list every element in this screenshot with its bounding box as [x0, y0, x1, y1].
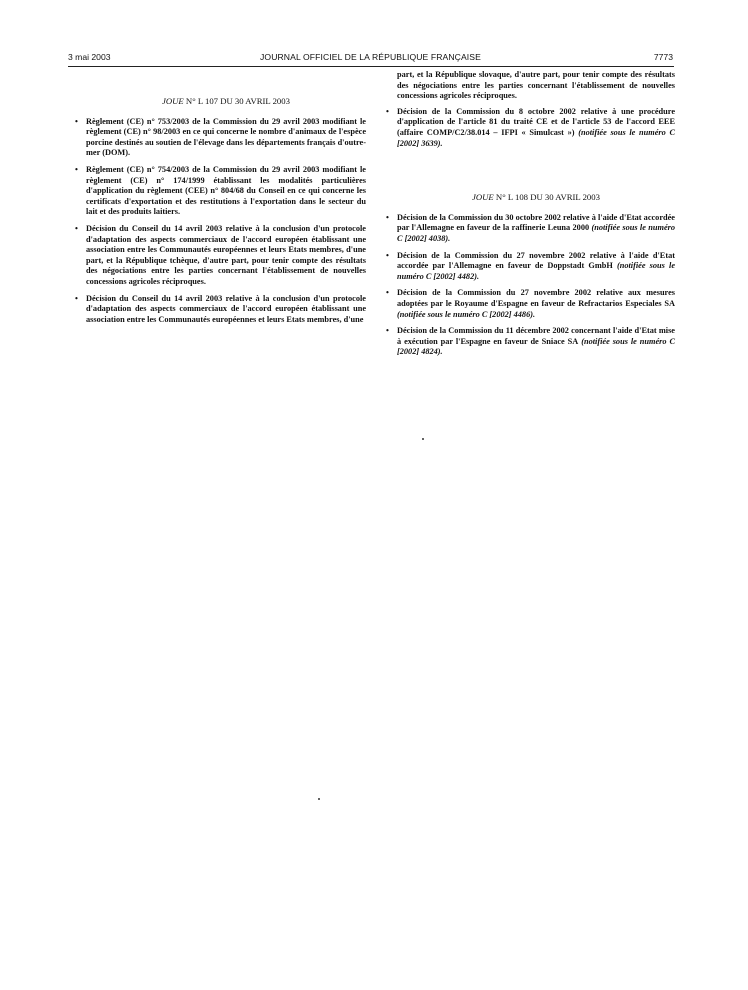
entry-note: (notifiée sous le numéro C [2002] 4824).	[397, 336, 675, 357]
section-rest: N° L 107 DU 30 AVRIL 2003	[183, 96, 290, 106]
scan-speck	[318, 798, 320, 800]
section-rest: N° L 108 DU 30 AVRIL 2003	[493, 192, 600, 203]
list-item	[386, 326, 675, 358]
section-heading-l108	[397, 192, 675, 203]
section-joue-label: JOUE	[472, 192, 494, 203]
section-joue-label: JOUE	[162, 96, 184, 106]
entry-note: (notifiée sous le numéro C [2002] 4486).	[397, 309, 536, 319]
section-heading-l107	[86, 96, 366, 107]
bullet: •	[75, 164, 78, 174]
list-item	[75, 223, 366, 288]
bullet: •	[386, 288, 389, 298]
entry-note: (notifiée sous le numéro C [2002] 4038).	[397, 223, 675, 243]
right-column	[386, 70, 676, 364]
list-item	[386, 288, 675, 320]
entry-text: Règlement (CE) n° 754/2003 de la Commission du 29 avril 2003 modifiant le règlement (CE) n° 174/1999 établissant les modalités particulières d'application du règlement (CEE) n° 804/68 du Conseil en ce qui concerne les certificats d'exportation et des restitutions à l'exportation dans le secteur du lait et des produits laitiers.	[86, 164, 366, 217]
entry-text: Décision de la Commission du 8 octobre 2002 relative à une procédure d'application de l'article 81 du traité CE et de l'article 53 de l'accord EEE (affaire COMP/C2/38.014 – IFPI « Simulcast »)	[397, 106, 675, 137]
header-date: 3 mai 2003	[68, 52, 111, 62]
entry-text: Décision de la Commission du 30 octobre 2002 relative à l'aide d'Etat accordée par l'Allemagne en faveur de la raffinerie Leuna 2000	[397, 212, 675, 233]
bullet: •	[386, 106, 389, 116]
list-item	[386, 106, 675, 149]
bullet: •	[386, 212, 389, 222]
entry-text: Décision du Conseil du 14 avril 2003 relative à la conclusion d'un protocole d'adaptation des aspects commerciaux de l'accord européen établissant une association entre les Communautés européennes et leurs Etats membres, d'une part, et la République tchèque, d'autre part, pour tenir compte des résultats des négociations entre les parties concernant l'établissement de nouvelles concessions agricoles réciproques.	[86, 223, 366, 286]
entry-text: Décision du Conseil du 14 avril 2003 relative à la conclusion d'un protocole d'adaptation des aspects commerciaux de l'accord européen établissant une association entre les Communautés européennes et leurs Etats membres, d'une	[86, 293, 366, 324]
header-page-number: 7773	[653, 52, 673, 62]
entry-note: (notifiée sous le numéro C [2002] 4482).	[397, 261, 676, 281]
bullet: •	[75, 116, 78, 126]
bullet: •	[386, 326, 389, 336]
bullet: •	[75, 293, 78, 303]
list-item	[386, 250, 676, 283]
list-item	[75, 293, 366, 326]
entry-text: Règlement (CE) n° 753/2003 de la Commission du 29 avril 2003 modifiant le règlement (CE) n° 98/2003 en ce qui concerne le nombre d'animaux de l'espèce porcine destinés au soutien de l'élevage dans les départements français d'outre-mer (DOM).	[86, 116, 366, 158]
list-item	[75, 164, 366, 218]
entry-note: (notifiée sous le numéro C [2002] 3639).	[397, 127, 675, 148]
entry-text: Décision de la Commission du 11 décembre 2002 concernant l'aide d'Etat mise à exécution par l'Espagne en faveur de Sniace SA	[397, 326, 675, 346]
header-rule	[68, 66, 674, 67]
left-column	[75, 70, 366, 331]
continuation-text: part, et la République slovaque, d'autre part, pour tenir compte des résultats des négociations entre les parties concernant l'établissement de nouvelles concessions agricoles réciproques.	[397, 70, 675, 101]
list-item	[386, 212, 675, 245]
bullet: •	[386, 250, 389, 260]
scan-speck	[422, 438, 424, 440]
list-item	[75, 116, 366, 159]
page-header	[68, 52, 673, 66]
entry-text: Décision de la Commission du 27 novembre 2002 relative à l'aide d'Etat accordée par l'Allemagne en faveur de Doppstadt GmbH	[397, 250, 675, 271]
header-journal-title: JOURNAL OFFICIEL DE LA RÉPUBLIQUE FRANÇAISE	[260, 52, 481, 62]
bullet: •	[75, 223, 78, 233]
entry-text: Décision de la Commission du 27 novembre 2002 relative aux mesures adoptées par le Royaume d'Espagne en faveur de Refractarios Especiales SA	[397, 288, 675, 308]
